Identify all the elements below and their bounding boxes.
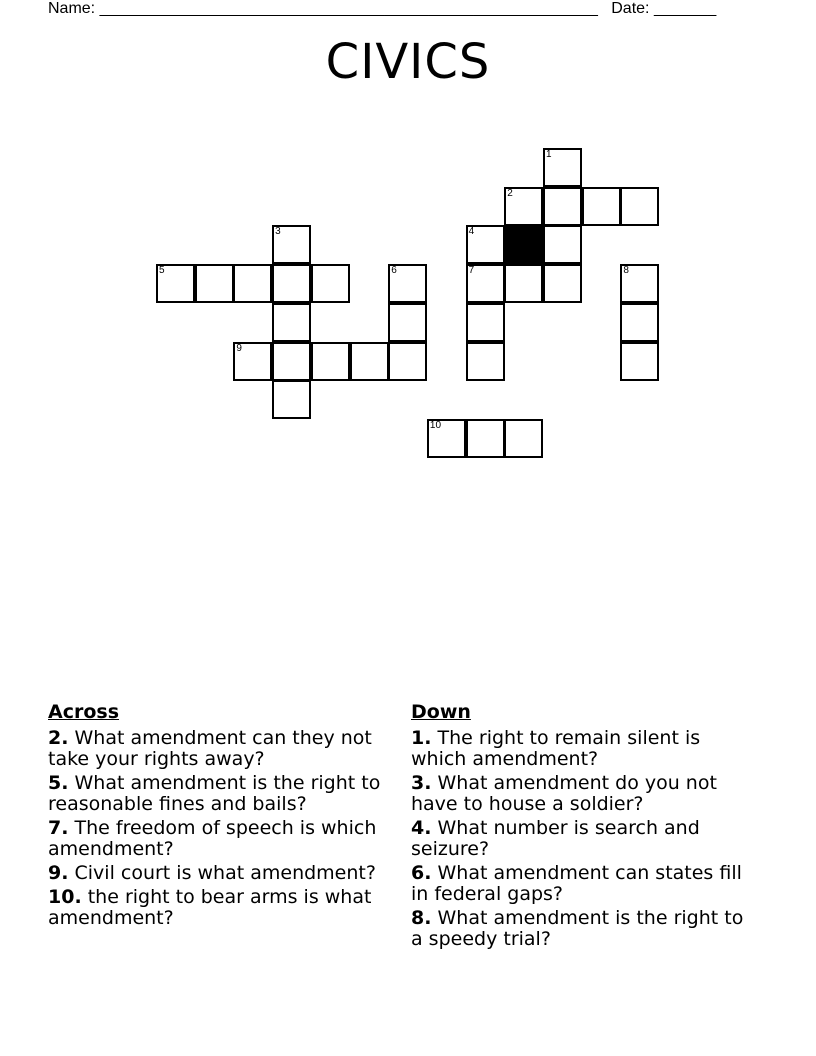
grid-cell[interactable] (272, 342, 311, 381)
clue-number-label: 4 (468, 226, 475, 238)
clue-number-label: 7 (468, 265, 475, 277)
clue-text: The right to remain silent is which amendment? (411, 727, 701, 770)
clue-number: 5. (48, 772, 69, 794)
clue-number: 10. (48, 886, 82, 908)
grid-cell[interactable] (620, 303, 659, 342)
clue-text: Civil court is what amendment? (74, 862, 376, 884)
down-clue (411, 908, 756, 950)
grid-cell[interactable] (272, 303, 311, 342)
grid-cell[interactable] (272, 380, 311, 419)
across-heading: Across (48, 701, 120, 723)
clue-number: 4. (411, 817, 432, 839)
grid-cell[interactable] (427, 419, 466, 458)
grid-cell[interactable] (272, 225, 311, 264)
down-clue (411, 818, 756, 860)
grid-cell[interactable] (466, 225, 505, 264)
grid-cell[interactable] (466, 342, 505, 381)
grid-cell[interactable] (466, 264, 505, 303)
down-clue (411, 773, 756, 815)
clue-number: 2. (48, 727, 69, 749)
across-clue (48, 863, 393, 884)
grid-cell[interactable] (233, 342, 272, 381)
date-field[interactable]: _______ (653, 0, 717, 17)
clue-number-label: 8 (623, 265, 629, 277)
grid-cell[interactable] (311, 342, 350, 381)
clue-number: 1. (411, 727, 432, 749)
clue-number-label: 1 (546, 149, 552, 160)
grid-cell[interactable] (233, 264, 272, 303)
grid-cell[interactable] (620, 342, 659, 381)
clue-text: What number is search and seizure? (411, 817, 700, 860)
clue-text: the right to bear arms is what amendment? (48, 886, 372, 929)
grid-cell[interactable] (543, 225, 582, 264)
clue-number-label: 6 (391, 265, 397, 277)
grid-cell[interactable] (272, 264, 311, 303)
across-clue (48, 887, 393, 929)
grid-cell[interactable] (388, 342, 427, 381)
grid-cell[interactable] (620, 264, 659, 303)
clue-number: 7. (48, 817, 69, 839)
clue-number-label: 2 (507, 187, 513, 199)
clue-number: 9. (48, 862, 69, 884)
clue-text: The freedom of speech is which amendment? (48, 817, 377, 860)
grid-cell[interactable] (504, 264, 543, 303)
clue-text: What amendment can states fill in federal gaps? (411, 862, 742, 905)
grid-cell[interactable] (466, 303, 505, 342)
grid-cell[interactable] (543, 148, 582, 187)
clue-number: 8. (411, 907, 432, 929)
name-label: Name: (48, 0, 96, 17)
puzzle-title: CIVICS (325, 34, 491, 90)
grid-cell[interactable] (311, 264, 350, 303)
grid-cell[interactable] (156, 264, 195, 303)
clue-number-label: 3 (275, 226, 281, 238)
name-field[interactable]: ________________________________________________________ (99, 0, 598, 17)
clue-text: What amendment is the right to reasonable fines and bails? (48, 772, 381, 815)
grid-cell[interactable] (388, 264, 427, 303)
grid-cell[interactable] (582, 187, 621, 226)
grid-cell[interactable] (195, 264, 234, 303)
down-clue (411, 863, 756, 905)
across-clue (48, 728, 393, 770)
grid-cell[interactable] (350, 342, 389, 381)
grid-cell[interactable] (504, 419, 543, 458)
across-clue (48, 773, 393, 815)
clue-number-label: 5 (159, 265, 165, 277)
crossword-grid (0, 0, 816, 500)
blocked-cell (504, 225, 543, 264)
down-clues (411, 702, 756, 953)
down-heading: Down (411, 701, 471, 723)
grid-cell[interactable] (620, 187, 659, 226)
clue-text: What amendment can they not take your rights away? (48, 727, 372, 770)
date-label: Date: (611, 0, 650, 17)
clue-number: 6. (411, 862, 432, 884)
grid-cell[interactable] (388, 303, 427, 342)
clue-number-label: 10 (429, 419, 442, 431)
clue-number-label: 9 (236, 342, 242, 354)
clue-number: 3. (411, 772, 432, 794)
across-clue (48, 818, 393, 860)
grid-cell[interactable] (543, 264, 582, 303)
down-clue (411, 728, 756, 770)
across-clues (48, 702, 393, 932)
clue-text: What amendment do you not have to house a soldier? (411, 772, 717, 815)
grid-cell[interactable] (466, 419, 505, 458)
clue-text: What amendment is the right to a speedy trial? (411, 907, 744, 950)
grid-cell[interactable] (504, 187, 543, 226)
grid-cell[interactable] (543, 187, 582, 226)
